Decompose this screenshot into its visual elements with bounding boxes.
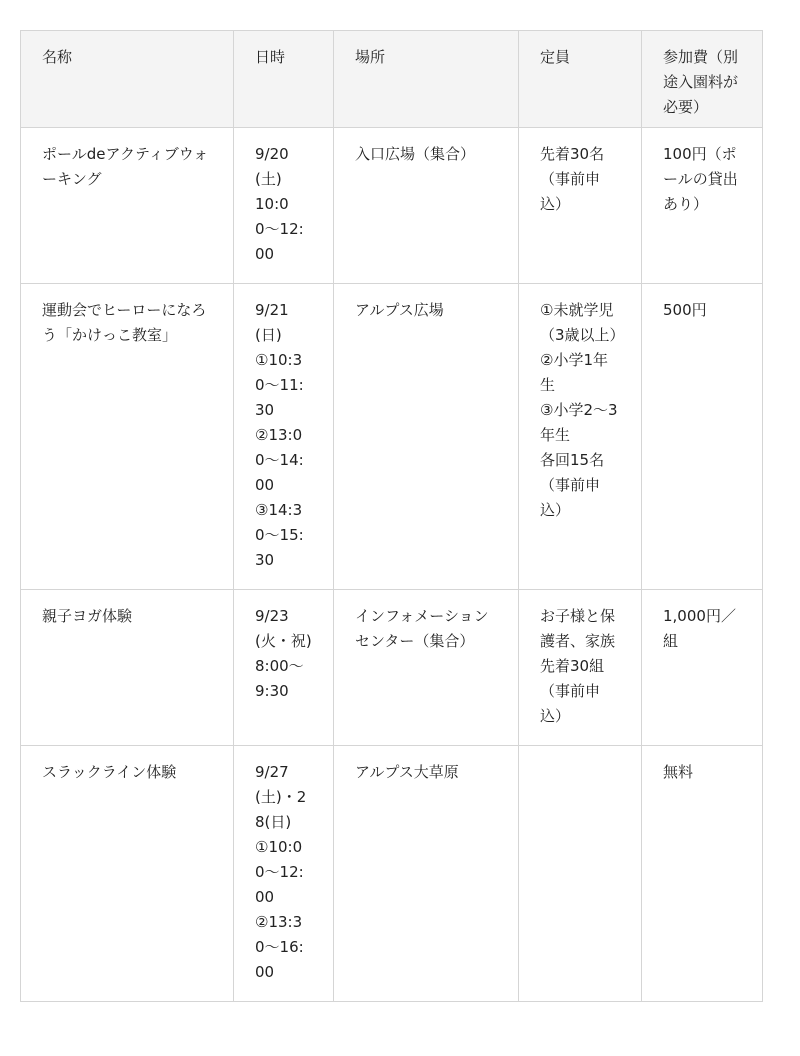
table-body xyxy=(21,128,763,1002)
event-datetime xyxy=(234,284,334,590)
datetime-line: ①10:30〜11:30 xyxy=(255,351,304,419)
datetime-line: 9/27(土)・28(日) xyxy=(255,763,307,831)
capacity-line: 先着30名（事前申込） xyxy=(540,145,605,213)
datetime-line: 9/20(土) xyxy=(255,145,289,188)
event-place: 入口広場（集合） xyxy=(334,128,519,284)
header-place: 場所 xyxy=(334,31,519,128)
datetime-line: ②13:30〜16:00 xyxy=(255,913,304,981)
event-name: スラックライン体験 xyxy=(21,746,234,1002)
event-fee: 100円（ポールの貸出あり） xyxy=(642,128,763,284)
capacity-line: お子様と保護者、家族先着30組（事前申込） xyxy=(540,607,616,725)
header-capacity: 定員 xyxy=(519,31,642,128)
datetime-line: 9/21(日) xyxy=(255,301,289,344)
event-fee: 無料 xyxy=(642,746,763,1002)
event-name: 運動会でヒーローになろう「かけっこ教室」 xyxy=(21,284,234,590)
capacity-line: 各回15名（事前申込） xyxy=(540,451,605,519)
header-row xyxy=(21,31,763,128)
event-place: インフォメーションセンター（集合） xyxy=(334,590,519,746)
header-datetime: 日時 xyxy=(234,31,334,128)
datetime-line: 8:00〜9:30 xyxy=(255,657,304,700)
event-name: ポールdeアクティブウォーキング xyxy=(21,128,234,284)
events-table xyxy=(20,30,763,1002)
datetime-line: ③14:30〜15:30 xyxy=(255,501,304,569)
event-fee: 500円 xyxy=(642,284,763,590)
event-place: アルプス広場 xyxy=(334,284,519,590)
event-fee: 1,000円／組 xyxy=(642,590,763,746)
table-row xyxy=(21,284,763,590)
event-capacity xyxy=(519,590,642,746)
table-row xyxy=(21,746,763,1002)
event-place: アルプス大草原 xyxy=(334,746,519,1002)
header-name: 名称 xyxy=(21,31,234,128)
event-capacity xyxy=(519,746,642,1002)
table-header xyxy=(21,31,763,128)
capacity-line: ②小学1年生 xyxy=(540,351,608,394)
datetime-line: ②13:00〜14:00 xyxy=(255,426,304,494)
event-datetime xyxy=(234,128,334,284)
event-datetime xyxy=(234,746,334,1002)
table-row xyxy=(21,590,763,746)
datetime-line: 10:00〜12:00 xyxy=(255,195,304,263)
event-capacity xyxy=(519,284,642,590)
capacity-line: ③小学2〜3年生 xyxy=(540,401,618,444)
datetime-line: ①10:00〜12:00 xyxy=(255,838,304,906)
event-name: 親子ヨガ体験 xyxy=(21,590,234,746)
capacity-line: ①未就学児（3歳以上） xyxy=(540,301,625,344)
event-capacity xyxy=(519,128,642,284)
table-row xyxy=(21,128,763,284)
event-datetime xyxy=(234,590,334,746)
header-fee: 参加費（別途入園料が必要） xyxy=(642,31,763,128)
datetime-line: 9/23(火・祝) xyxy=(255,607,312,650)
